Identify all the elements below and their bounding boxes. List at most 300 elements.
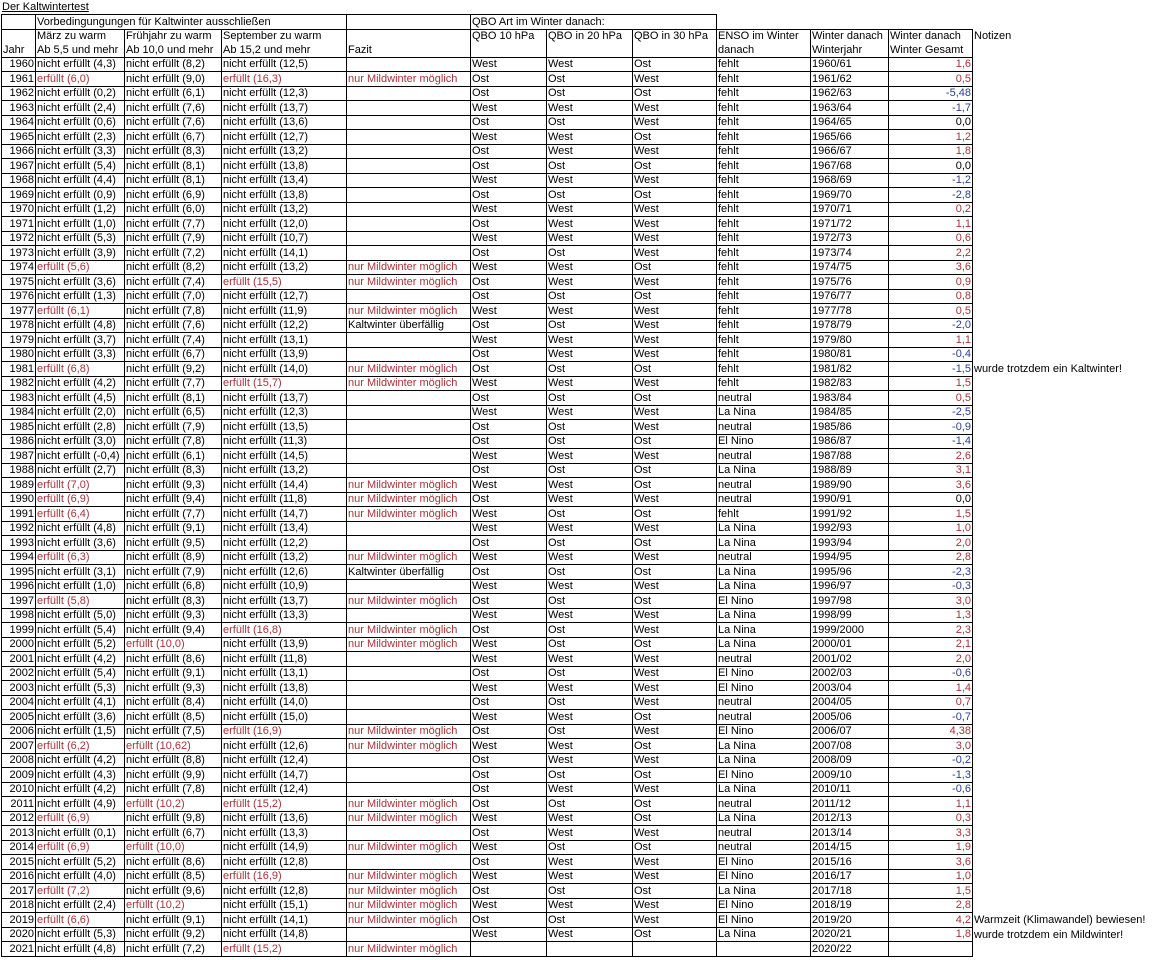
- cell-fruehjahr[interactable]: erfüllt (10,2): [125, 797, 222, 812]
- cell-qbo20[interactable]: Ost: [547, 159, 633, 174]
- cell-winterjahr[interactable]: 2016/17: [811, 869, 889, 884]
- cell-qbo30[interactable]: West: [633, 782, 717, 797]
- cell-enso[interactable]: neutral: [717, 710, 811, 725]
- cell-qbo30[interactable]: West: [633, 913, 717, 928]
- cell-qbo10[interactable]: West: [471, 652, 547, 667]
- cell-fazit[interactable]: [347, 202, 471, 217]
- cell-winterjahr[interactable]: 2012/13: [811, 811, 889, 826]
- cell-enso[interactable]: El Nino: [717, 594, 811, 609]
- cell-september[interactable]: nicht erfüllt (12,6): [222, 739, 347, 754]
- cell-fazit[interactable]: [347, 333, 471, 348]
- cell-jahr[interactable]: 1967: [2, 159, 36, 174]
- cell-enso[interactable]: fehlt: [717, 72, 811, 87]
- cell-jahr[interactable]: 1968: [2, 173, 36, 188]
- cell-gesamt[interactable]: 0,7: [889, 695, 973, 710]
- cell-fazit[interactable]: [347, 130, 471, 145]
- cell-september[interactable]: nicht erfüllt (13,8): [222, 681, 347, 696]
- cell-fazit[interactable]: [347, 579, 471, 594]
- cell-fazit[interactable]: nur Mildwinter möglich: [347, 724, 471, 739]
- cell-qbo30[interactable]: West: [633, 724, 717, 739]
- cell-jahr[interactable]: 1990: [2, 492, 36, 507]
- cell-fruehjahr[interactable]: nicht erfüllt (7,6): [125, 115, 222, 130]
- cell-fruehjahr[interactable]: nicht erfüllt (9,5): [125, 536, 222, 551]
- header-maerz-threshold[interactable]: Ab 5,5 und mehr: [36, 43, 125, 57]
- cell-qbo30[interactable]: Ost: [633, 289, 717, 304]
- cell-jahr[interactable]: 2001: [2, 652, 36, 667]
- cell-qbo20[interactable]: West: [547, 927, 633, 942]
- cell-qbo30[interactable]: Ost: [633, 927, 717, 942]
- cell-winterjahr[interactable]: 2006/07: [811, 724, 889, 739]
- cell-enso[interactable]: La Nina: [717, 521, 811, 536]
- cell-winterjahr[interactable]: 1963/64: [811, 101, 889, 116]
- cell-qbo10[interactable]: West: [471, 57, 547, 72]
- cell-jahr[interactable]: 1994: [2, 550, 36, 565]
- cell-qbo30[interactable]: Ost: [633, 159, 717, 174]
- cell-qbo20[interactable]: West: [547, 376, 633, 391]
- cell-fruehjahr[interactable]: nicht erfüllt (6,0): [125, 202, 222, 217]
- cell-enso[interactable]: fehlt: [717, 202, 811, 217]
- cell-qbo30[interactable]: West: [633, 318, 717, 333]
- cell-fruehjahr[interactable]: nicht erfüllt (8,1): [125, 159, 222, 174]
- cell-qbo20[interactable]: Ost: [547, 362, 633, 377]
- cell-september[interactable]: nicht erfüllt (10,9): [222, 579, 347, 594]
- cell-fazit[interactable]: [347, 695, 471, 710]
- cell-qbo10[interactable]: Ost: [471, 159, 547, 174]
- cell-fruehjahr[interactable]: nicht erfüllt (7,8): [125, 304, 222, 319]
- cell-jahr[interactable]: 1981: [2, 362, 36, 377]
- cell-gesamt[interactable]: 3,6: [889, 260, 973, 275]
- cell-enso[interactable]: neutral: [717, 391, 811, 406]
- cell-september[interactable]: nicht erfüllt (12,3): [222, 86, 347, 101]
- cell-maerz[interactable]: nicht erfüllt (5,2): [36, 637, 125, 652]
- cell-fazit[interactable]: [347, 855, 471, 870]
- cell-gesamt[interactable]: 1,3: [889, 608, 973, 623]
- cell-fruehjahr[interactable]: nicht erfüllt (9,4): [125, 623, 222, 638]
- cell-jahr[interactable]: 1974: [2, 260, 36, 275]
- cell-maerz[interactable]: erfüllt (6,3): [36, 550, 125, 565]
- cell-qbo20[interactable]: Ost: [547, 536, 633, 551]
- cell-qbo10[interactable]: West: [471, 130, 547, 145]
- cell-fazit[interactable]: [347, 463, 471, 478]
- cell-winterjahr[interactable]: 1981/82: [811, 362, 889, 377]
- cell-qbo20[interactable]: Ost: [547, 637, 633, 652]
- cell-maerz[interactable]: nicht erfüllt (3,6): [36, 536, 125, 551]
- cell-maerz[interactable]: nicht erfüllt (2,7): [36, 463, 125, 478]
- cell-qbo30[interactable]: West: [633, 144, 717, 159]
- cell-jahr[interactable]: 1969: [2, 188, 36, 203]
- cell-winterjahr[interactable]: 1979/80: [811, 333, 889, 348]
- cell-gesamt[interactable]: 3,0: [889, 739, 973, 754]
- cell-qbo20[interactable]: Ost: [547, 318, 633, 333]
- cell-qbo10[interactable]: Ost: [471, 884, 547, 899]
- cell-qbo30[interactable]: West: [633, 652, 717, 667]
- cell-maerz[interactable]: erfüllt (5,8): [36, 594, 125, 609]
- cell-enso[interactable]: fehlt: [717, 347, 811, 362]
- cell-enso[interactable]: El Nino: [717, 724, 811, 739]
- cell-jahr[interactable]: 2016: [2, 869, 36, 884]
- cell-jahr[interactable]: 2021: [2, 942, 36, 957]
- cell-maerz[interactable]: nicht erfüllt (3,7): [36, 333, 125, 348]
- cell-maerz[interactable]: nicht erfüllt (3,3): [36, 144, 125, 159]
- cell-maerz[interactable]: nicht erfüllt (4,8): [36, 942, 125, 957]
- cell-qbo30[interactable]: Ost: [633, 594, 717, 609]
- cell-gesamt[interactable]: 4,2: [889, 913, 973, 928]
- cell-qbo30[interactable]: West: [633, 681, 717, 696]
- cell-maerz[interactable]: nicht erfüllt (1,3): [36, 289, 125, 304]
- cell-qbo20[interactable]: West: [547, 217, 633, 232]
- cell-maerz[interactable]: nicht erfüllt (4,3): [36, 57, 125, 72]
- cell-qbo20[interactable]: Ost: [547, 391, 633, 406]
- cell-enso[interactable]: La Nina: [717, 782, 811, 797]
- cell-maerz[interactable]: erfüllt (6,9): [36, 840, 125, 855]
- cell-fruehjahr[interactable]: nicht erfüllt (9,4): [125, 492, 222, 507]
- cell-jahr[interactable]: 1961: [2, 72, 36, 87]
- cell-qbo30[interactable]: West: [633, 101, 717, 116]
- cell-qbo10[interactable]: West: [471, 333, 547, 348]
- cell-enso[interactable]: neutral: [717, 826, 811, 841]
- cell-qbo30[interactable]: West: [633, 753, 717, 768]
- header-winterjahr-2[interactable]: Winterjahr: [811, 43, 889, 57]
- cell-gesamt[interactable]: 1,0: [889, 869, 973, 884]
- cell-enso[interactable]: fehlt: [717, 144, 811, 159]
- cell-september[interactable]: nicht erfüllt (14,9): [222, 840, 347, 855]
- header-gesamt[interactable]: Winter danach: [889, 29, 973, 43]
- cell-qbo10[interactable]: West: [471, 550, 547, 565]
- cell-gesamt[interactable]: 0,0: [889, 492, 973, 507]
- cell-qbo10[interactable]: West: [471, 869, 547, 884]
- header-jahr[interactable]: Jahr: [2, 43, 36, 57]
- cell-qbo20[interactable]: Ost: [547, 420, 633, 435]
- cell-enso[interactable]: neutral: [717, 420, 811, 435]
- cell-maerz[interactable]: nicht erfüllt (0,9): [36, 188, 125, 203]
- cell-gesamt[interactable]: 2,1: [889, 637, 973, 652]
- cell-fazit[interactable]: [347, 188, 471, 203]
- cell-winterjahr[interactable]: 2003/04: [811, 681, 889, 696]
- cell-qbo20[interactable]: West: [547, 608, 633, 623]
- cell-maerz[interactable]: nicht erfüllt (4,2): [36, 753, 125, 768]
- cell-jahr[interactable]: 1986: [2, 434, 36, 449]
- cell-qbo10[interactable]: West: [471, 521, 547, 536]
- cell-winterjahr[interactable]: 1966/67: [811, 144, 889, 159]
- cell-winterjahr[interactable]: 1999/2000: [811, 623, 889, 638]
- cell-jahr[interactable]: 2011: [2, 797, 36, 812]
- cell-september[interactable]: nicht erfüllt (11,3): [222, 434, 347, 449]
- cell-enso[interactable]: La Nina: [717, 927, 811, 942]
- cell-qbo10[interactable]: Ost: [471, 217, 547, 232]
- cell-qbo20[interactable]: West: [547, 652, 633, 667]
- cell-fruehjahr[interactable]: nicht erfüllt (6,7): [125, 347, 222, 362]
- cell-qbo20[interactable]: West: [547, 101, 633, 116]
- cell-fazit[interactable]: [347, 608, 471, 623]
- cell-fruehjahr[interactable]: nicht erfüllt (6,7): [125, 130, 222, 145]
- cell-fazit[interactable]: [347, 753, 471, 768]
- cell-enso[interactable]: El Nino: [717, 855, 811, 870]
- cell-gesamt[interactable]: 1,4: [889, 681, 973, 696]
- cell-qbo20[interactable]: West: [547, 579, 633, 594]
- cell-enso[interactable]: fehlt: [717, 246, 811, 261]
- cell-qbo10[interactable]: Ost: [471, 289, 547, 304]
- cell-qbo30[interactable]: West: [633, 115, 717, 130]
- cell-gesamt[interactable]: 2,6: [889, 449, 973, 464]
- cell-september[interactable]: nicht erfüllt (13,2): [222, 260, 347, 275]
- cell-qbo30[interactable]: West: [633, 376, 717, 391]
- cell-winterjahr[interactable]: 2017/18: [811, 884, 889, 899]
- header-group-qbo[interactable]: QBO Art im Winter danach:: [471, 15, 717, 30]
- cell-qbo20[interactable]: Ost: [547, 594, 633, 609]
- cell-enso[interactable]: neutral: [717, 840, 811, 855]
- cell-qbo10[interactable]: West: [471, 608, 547, 623]
- cell-enso[interactable]: La Nina: [717, 565, 811, 580]
- cell-enso[interactable]: El Nino: [717, 681, 811, 696]
- cell-enso[interactable]: La Nina: [717, 884, 811, 899]
- header-fruehjahr-threshold[interactable]: Ab 10,0 und mehr: [125, 43, 222, 57]
- cell-qbo30[interactable]: Ost: [633, 260, 717, 275]
- cell-qbo20[interactable]: West: [547, 855, 633, 870]
- cell-jahr[interactable]: 1977: [2, 304, 36, 319]
- cell-qbo20[interactable]: West: [547, 681, 633, 696]
- cell-qbo30[interactable]: West: [633, 231, 717, 246]
- cell-fruehjahr[interactable]: nicht erfüllt (9,0): [125, 72, 222, 87]
- cell-maerz[interactable]: nicht erfüllt (3,3): [36, 347, 125, 362]
- cell-fruehjahr[interactable]: nicht erfüllt (6,9): [125, 188, 222, 203]
- cell-gesamt[interactable]: 0,5: [889, 72, 973, 87]
- cell-fruehjahr[interactable]: erfüllt (10,0): [125, 840, 222, 855]
- cell-maerz[interactable]: nicht erfüllt (2,4): [36, 898, 125, 913]
- cell-september[interactable]: nicht erfüllt (14,7): [222, 507, 347, 522]
- cell-qbo10[interactable]: Ost: [471, 318, 547, 333]
- cell-september[interactable]: erfüllt (15,7): [222, 376, 347, 391]
- cell-fruehjahr[interactable]: nicht erfüllt (7,7): [125, 507, 222, 522]
- header-september-threshold[interactable]: Ab 15,2 und mehr: [222, 43, 347, 57]
- cell-fazit[interactable]: nur Mildwinter möglich: [347, 884, 471, 899]
- cell-maerz[interactable]: nicht erfüllt (3,0): [36, 434, 125, 449]
- cell-qbo30[interactable]: Ost: [633, 768, 717, 783]
- cell-september[interactable]: nicht erfüllt (13,2): [222, 550, 347, 565]
- cell-winterjahr[interactable]: 1962/63: [811, 86, 889, 101]
- cell-jahr[interactable]: 2009: [2, 768, 36, 783]
- cell-qbo30[interactable]: Ost: [633, 463, 717, 478]
- cell-gesamt[interactable]: -2,5: [889, 405, 973, 420]
- cell-winterjahr[interactable]: 1975/76: [811, 275, 889, 290]
- cell-jahr[interactable]: 1973: [2, 246, 36, 261]
- cell-fruehjahr[interactable]: nicht erfüllt (8,8): [125, 753, 222, 768]
- cell-september[interactable]: nicht erfüllt (14,0): [222, 362, 347, 377]
- cell-qbo20[interactable]: West: [547, 826, 633, 841]
- cell-fazit[interactable]: [347, 782, 471, 797]
- cell-fazit[interactable]: nur Mildwinter möglich: [347, 362, 471, 377]
- cell-september[interactable]: nicht erfüllt (14,0): [222, 695, 347, 710]
- cell-september[interactable]: erfüllt (16,8): [222, 623, 347, 638]
- cell-jahr[interactable]: 1985: [2, 420, 36, 435]
- cell-gesamt[interactable]: 3,3: [889, 826, 973, 841]
- cell-qbo20[interactable]: [547, 942, 633, 957]
- cell-enso[interactable]: fehlt: [717, 507, 811, 522]
- cell-fazit[interactable]: [347, 536, 471, 551]
- cell-winterjahr[interactable]: 1983/84: [811, 391, 889, 406]
- cell-enso[interactable]: neutral: [717, 797, 811, 812]
- cell-qbo30[interactable]: Ost: [633, 130, 717, 145]
- cell-qbo10[interactable]: Ost: [471, 782, 547, 797]
- cell-enso[interactable]: fehlt: [717, 217, 811, 232]
- cell-maerz[interactable]: nicht erfüllt (4,9): [36, 797, 125, 812]
- cell-fazit[interactable]: [347, 159, 471, 174]
- cell-gesamt[interactable]: -1,7: [889, 101, 973, 116]
- cell-winterjahr[interactable]: 2020/21: [811, 927, 889, 942]
- cell-jahr[interactable]: 2018: [2, 898, 36, 913]
- cell-qbo10[interactable]: West: [471, 811, 547, 826]
- cell-winterjahr[interactable]: 1971/72: [811, 217, 889, 232]
- cell-fazit[interactable]: [347, 144, 471, 159]
- cell-qbo10[interactable]: West: [471, 507, 547, 522]
- cell-september[interactable]: nicht erfüllt (14,1): [222, 246, 347, 261]
- cell-fruehjahr[interactable]: nicht erfüllt (7,4): [125, 333, 222, 348]
- cell-qbo20[interactable]: West: [547, 304, 633, 319]
- cell-enso[interactable]: neutral: [717, 695, 811, 710]
- cell-fruehjahr[interactable]: nicht erfüllt (8,6): [125, 855, 222, 870]
- cell-maerz[interactable]: erfüllt (6,9): [36, 492, 125, 507]
- cell-september[interactable]: nicht erfüllt (13,2): [222, 144, 347, 159]
- cell-qbo30[interactable]: Ost: [633, 362, 717, 377]
- cell-gesamt[interactable]: 1,8: [889, 927, 973, 942]
- cell-qbo20[interactable]: Ost: [547, 434, 633, 449]
- cell-qbo10[interactable]: Ost: [471, 362, 547, 377]
- cell-winterjahr[interactable]: 1974/75: [811, 260, 889, 275]
- cell-enso[interactable]: neutral: [717, 652, 811, 667]
- cell-qbo30[interactable]: Ost: [633, 710, 717, 725]
- cell-qbo10[interactable]: Ost: [471, 565, 547, 580]
- cell-fruehjahr[interactable]: nicht erfüllt (9,3): [125, 608, 222, 623]
- cell-qbo20[interactable]: West: [547, 449, 633, 464]
- cell-qbo10[interactable]: Ost: [471, 347, 547, 362]
- cell-september[interactable]: nicht erfüllt (13,2): [222, 463, 347, 478]
- cell-enso[interactable]: La Nina: [717, 811, 811, 826]
- cell-fazit[interactable]: [347, 391, 471, 406]
- cell-jahr[interactable]: 1992: [2, 521, 36, 536]
- cell-september[interactable]: nicht erfüllt (12,8): [222, 884, 347, 899]
- cell-fazit[interactable]: Kaltwinter überfällig: [347, 565, 471, 580]
- cell-enso[interactable]: fehlt: [717, 130, 811, 145]
- cell-fruehjahr[interactable]: nicht erfüllt (7,9): [125, 231, 222, 246]
- cell-gesamt[interactable]: -1,3: [889, 768, 973, 783]
- cell-gesamt[interactable]: -2,0: [889, 318, 973, 333]
- cell-fruehjahr[interactable]: nicht erfüllt (9,6): [125, 884, 222, 899]
- cell-qbo20[interactable]: West: [547, 405, 633, 420]
- cell-september[interactable]: erfüllt (16,9): [222, 724, 347, 739]
- cell-winterjahr[interactable]: 1980/81: [811, 347, 889, 362]
- cell-qbo30[interactable]: West: [633, 304, 717, 319]
- cell-enso[interactable]: fehlt: [717, 275, 811, 290]
- cell-qbo10[interactable]: Ost: [471, 913, 547, 928]
- cell-winterjahr[interactable]: 2011/12: [811, 797, 889, 812]
- cell-jahr[interactable]: 2006: [2, 724, 36, 739]
- header-qbo20[interactable]: QBO in 20 hPa: [547, 29, 633, 43]
- cell-fruehjahr[interactable]: nicht erfüllt (7,0): [125, 289, 222, 304]
- cell-winterjahr[interactable]: 1997/98: [811, 594, 889, 609]
- cell-jahr[interactable]: 2019: [2, 913, 36, 928]
- cell-fruehjahr[interactable]: erfüllt (10,62): [125, 739, 222, 754]
- cell-qbo20[interactable]: West: [547, 710, 633, 725]
- cell-winterjahr[interactable]: 2019/20: [811, 913, 889, 928]
- cell-qbo30[interactable]: Ost: [633, 739, 717, 754]
- cell-jahr[interactable]: 1964: [2, 115, 36, 130]
- cell-fruehjahr[interactable]: nicht erfüllt (9,1): [125, 913, 222, 928]
- cell-jahr[interactable]: 2003: [2, 681, 36, 696]
- cell-qbo20[interactable]: Ost: [547, 768, 633, 783]
- cell-winterjahr[interactable]: 1986/87: [811, 434, 889, 449]
- cell-qbo30[interactable]: West: [633, 72, 717, 87]
- cell-enso[interactable]: La Nina: [717, 536, 811, 551]
- header-qbo10[interactable]: QBO 10 hPa: [471, 29, 547, 43]
- cell-maerz[interactable]: nicht erfüllt (4,4): [36, 173, 125, 188]
- cell-fazit[interactable]: nur Mildwinter möglich: [347, 260, 471, 275]
- cell-winterjahr[interactable]: 1991/92: [811, 507, 889, 522]
- cell-qbo30[interactable]: West: [633, 420, 717, 435]
- cell-fazit[interactable]: [347, 521, 471, 536]
- cell-winterjahr[interactable]: 2008/09: [811, 753, 889, 768]
- cell-september[interactable]: nicht erfüllt (13,9): [222, 347, 347, 362]
- cell-enso[interactable]: La Nina: [717, 608, 811, 623]
- cell-jahr[interactable]: 1979: [2, 333, 36, 348]
- cell-qbo20[interactable]: West: [547, 275, 633, 290]
- cell-september[interactable]: nicht erfüllt (13,1): [222, 333, 347, 348]
- cell-winterjahr[interactable]: 1969/70: [811, 188, 889, 203]
- cell-qbo20[interactable]: West: [547, 231, 633, 246]
- cell-fazit[interactable]: [347, 434, 471, 449]
- cell-maerz[interactable]: nicht erfüllt (0,2): [36, 86, 125, 101]
- cell-fazit[interactable]: nur Mildwinter möglich: [347, 811, 471, 826]
- cell-fruehjahr[interactable]: nicht erfüllt (9,1): [125, 521, 222, 536]
- cell-winterjahr[interactable]: 2004/05: [811, 695, 889, 710]
- cell-winterjahr[interactable]: 1970/71: [811, 202, 889, 217]
- cell-qbo10[interactable]: West: [471, 579, 547, 594]
- cell-qbo10[interactable]: West: [471, 449, 547, 464]
- cell-gesamt[interactable]: 0,3: [889, 811, 973, 826]
- cell-qbo10[interactable]: Ost: [471, 623, 547, 638]
- cell-september[interactable]: nicht erfüllt (13,8): [222, 188, 347, 203]
- cell-september[interactable]: nicht erfüllt (12,2): [222, 536, 347, 551]
- cell-fazit[interactable]: nur Mildwinter möglich: [347, 72, 471, 87]
- cell-fazit[interactable]: nur Mildwinter möglich: [347, 304, 471, 319]
- cell-fazit[interactable]: nur Mildwinter möglich: [347, 507, 471, 522]
- cell-qbo20[interactable]: West: [547, 57, 633, 72]
- cell-jahr[interactable]: 1988: [2, 463, 36, 478]
- cell-maerz[interactable]: nicht erfüllt (4,2): [36, 376, 125, 391]
- cell-fruehjahr[interactable]: nicht erfüllt (8,1): [125, 173, 222, 188]
- cell-winterjahr[interactable]: 1984/85: [811, 405, 889, 420]
- cell-jahr[interactable]: 1966: [2, 144, 36, 159]
- cell-enso[interactable]: El Nino: [717, 666, 811, 681]
- cell-maerz[interactable]: erfüllt (6,2): [36, 739, 125, 754]
- cell-fruehjahr[interactable]: nicht erfüllt (7,9): [125, 420, 222, 435]
- cell-qbo20[interactable]: Ost: [547, 724, 633, 739]
- cell-qbo10[interactable]: West: [471, 202, 547, 217]
- cell-fazit[interactable]: [347, 173, 471, 188]
- cell-fruehjahr[interactable]: nicht erfüllt (9,3): [125, 681, 222, 696]
- cell-september[interactable]: erfüllt (15,5): [222, 275, 347, 290]
- cell-gesamt[interactable]: -0,7: [889, 710, 973, 725]
- cell-fruehjahr[interactable]: nicht erfüllt (7,6): [125, 101, 222, 116]
- cell-qbo10[interactable]: Ost: [471, 753, 547, 768]
- cell-fruehjahr[interactable]: nicht erfüllt (7,7): [125, 217, 222, 232]
- cell-september[interactable]: erfüllt (16,9): [222, 869, 347, 884]
- cell-qbo30[interactable]: Ost: [633, 565, 717, 580]
- cell-fazit[interactable]: [347, 86, 471, 101]
- cell-september[interactable]: erfüllt (16,3): [222, 72, 347, 87]
- cell-september[interactable]: nicht erfüllt (14,4): [222, 478, 347, 493]
- cell-qbo20[interactable]: West: [547, 173, 633, 188]
- cell-fruehjahr[interactable]: nicht erfüllt (6,8): [125, 579, 222, 594]
- cell-qbo30[interactable]: West: [633, 405, 717, 420]
